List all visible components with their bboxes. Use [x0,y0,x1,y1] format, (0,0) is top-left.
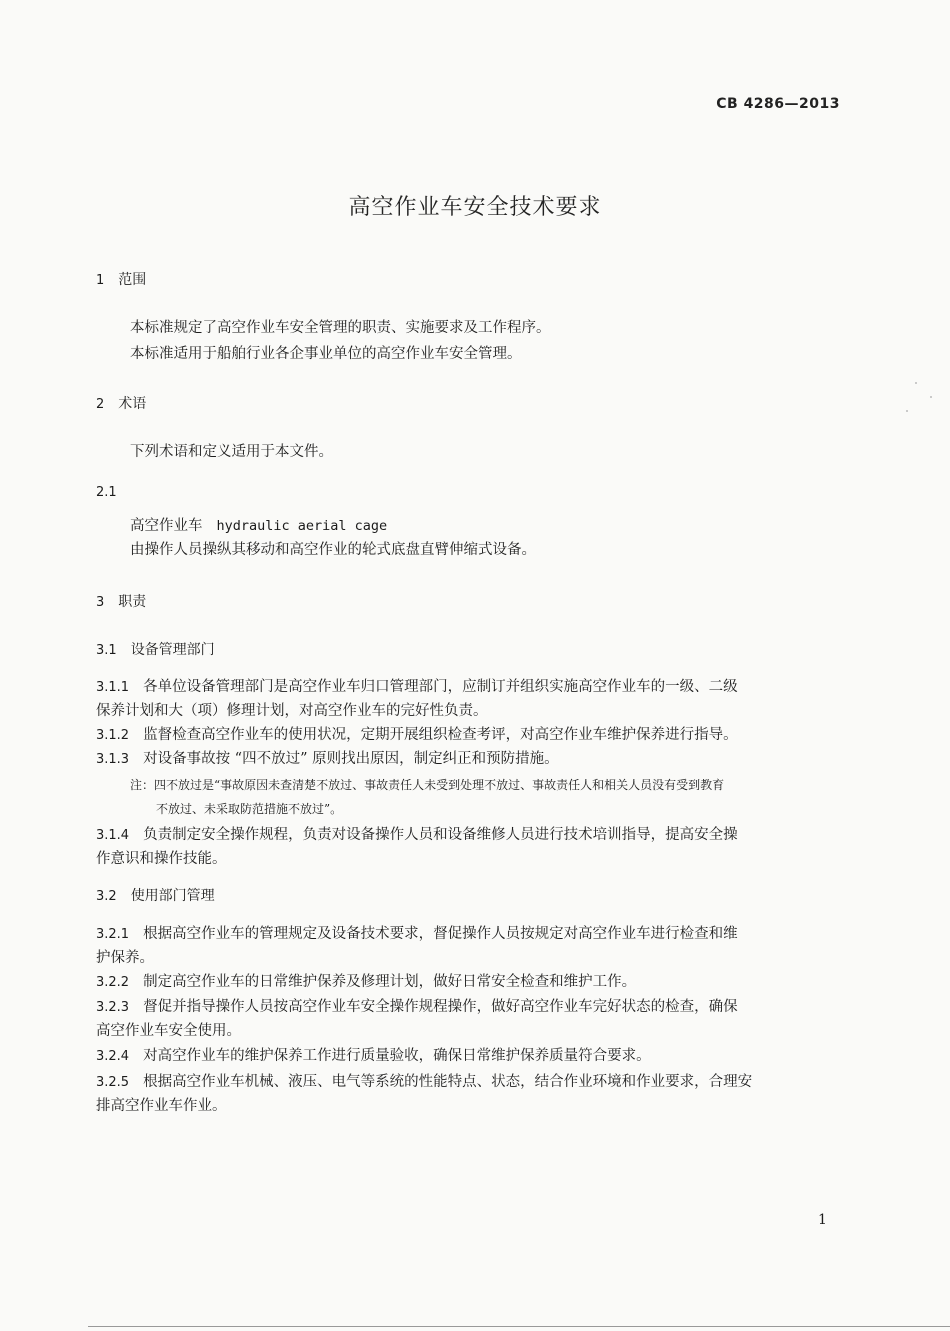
paragraph: 本标准规定了高空作业车安全管理的职责、实施要求及工作程序。 [130,320,551,336]
clause-continuation: 作意识和操作技能。 [96,851,227,867]
clause-continuation: 排高空作业车作业。 [96,1098,227,1114]
paragraph: 下列术语和定义适用于本文件。 [130,444,333,460]
clause-3-2-4: 3.2.4 对高空作业车的维护保养工作进行质量验收，确保日常维护保养质量符合要求。 [96,1048,651,1064]
section-heading-2 [96,394,146,415]
clause-3-2-1: 3.2.1 根据高空作业车的管理规定及设备技术要求，督促操作人员按规定对高空作业车进行检查和维 [96,926,738,942]
paragraph: 本标准适用于船舶行业各企事业单位的高空作业车安全管理。 [130,346,522,362]
clause-3-2-2: 3.2.2 制定高空作业车的日常维护保养及修理计划，做好日常安全检查和维护工作。 [96,974,637,990]
clause-3-2-3: 3.2.3 督促并指导操作人员按高空作业车安全操作规程操作，做好高空作业车完好状态的检查，确保 [96,999,738,1015]
term-name-en: hydraulic aerial cage [216,518,388,534]
note-label: 注： [130,778,155,792]
section-title: 职责 [118,594,147,610]
section-number: 2 [96,397,105,412]
term-name-cn: 高空作业车 [130,518,203,534]
note: 注：四不放过是“事故原因未查清楚不放过、事故责任人未受到处理不放过、事故责任人和相关人员没有受到教育 [130,778,725,792]
clause-3-1-1: 3.1.1 各单位设备管理部门是高空作业车归口管理部门，应制订并组织实施高空作业车的一级、二级 [96,679,738,695]
clause-3-1-3: 3.1.3 对设备事故按 “四不放过” 原则找出原因，制定纠正和预防措施。 [96,751,559,767]
section-heading-3 [96,592,146,613]
standard-code: CB 4286—2013 [716,96,840,112]
section-title: 术语 [118,396,147,412]
clause-3-2-5: 3.2.5 根据高空作业车机械、液压、电气等系统的性能特点、状态，结合作业环境和作业要求，合理安 [96,1074,753,1090]
section-title: 范围 [118,272,147,288]
section-heading-1 [96,270,146,291]
scan-edge-line [88,1326,950,1327]
subsection-heading-3-1: 3.1 设备管理部门 [96,642,215,658]
clause-continuation: 护保养。 [96,950,154,966]
scan-speck [906,410,908,412]
note-continuation: 不放过、未采取防范措施不放过”。 [156,802,343,816]
term-definition: 由操作人员操纵其移动和高空作业的轮式底盘直臂伸缩式设备。 [130,542,536,558]
section-number: 1 [96,273,105,288]
section-number: 3 [96,595,105,610]
scan-speck [930,396,932,398]
clause-3-1-4: 3.1.4 负责制定安全操作规程，负责对设备操作人员和设备维修人员进行技术培训指导，提高安全操 [96,827,738,843]
term-entry [130,516,387,536]
clause-3-1-2: 3.1.2 监督检查高空作业车的使用状况，定期开展组织检查考评，对高空作业车维护保养进行指导。 [96,727,738,743]
term-number: 2.1 [96,485,117,500]
scan-speck [915,382,917,384]
clause-continuation: 保养计划和大（项）修理计划，对高空作业车的完好性负责。 [96,703,488,719]
page-title: 高空作业车安全技术要求 [348,195,602,220]
clause-continuation: 高空作业车安全使用。 [96,1023,241,1039]
page-number: 1 [818,1212,827,1228]
subsection-heading-3-2: 3.2 使用部门管理 [96,888,215,904]
